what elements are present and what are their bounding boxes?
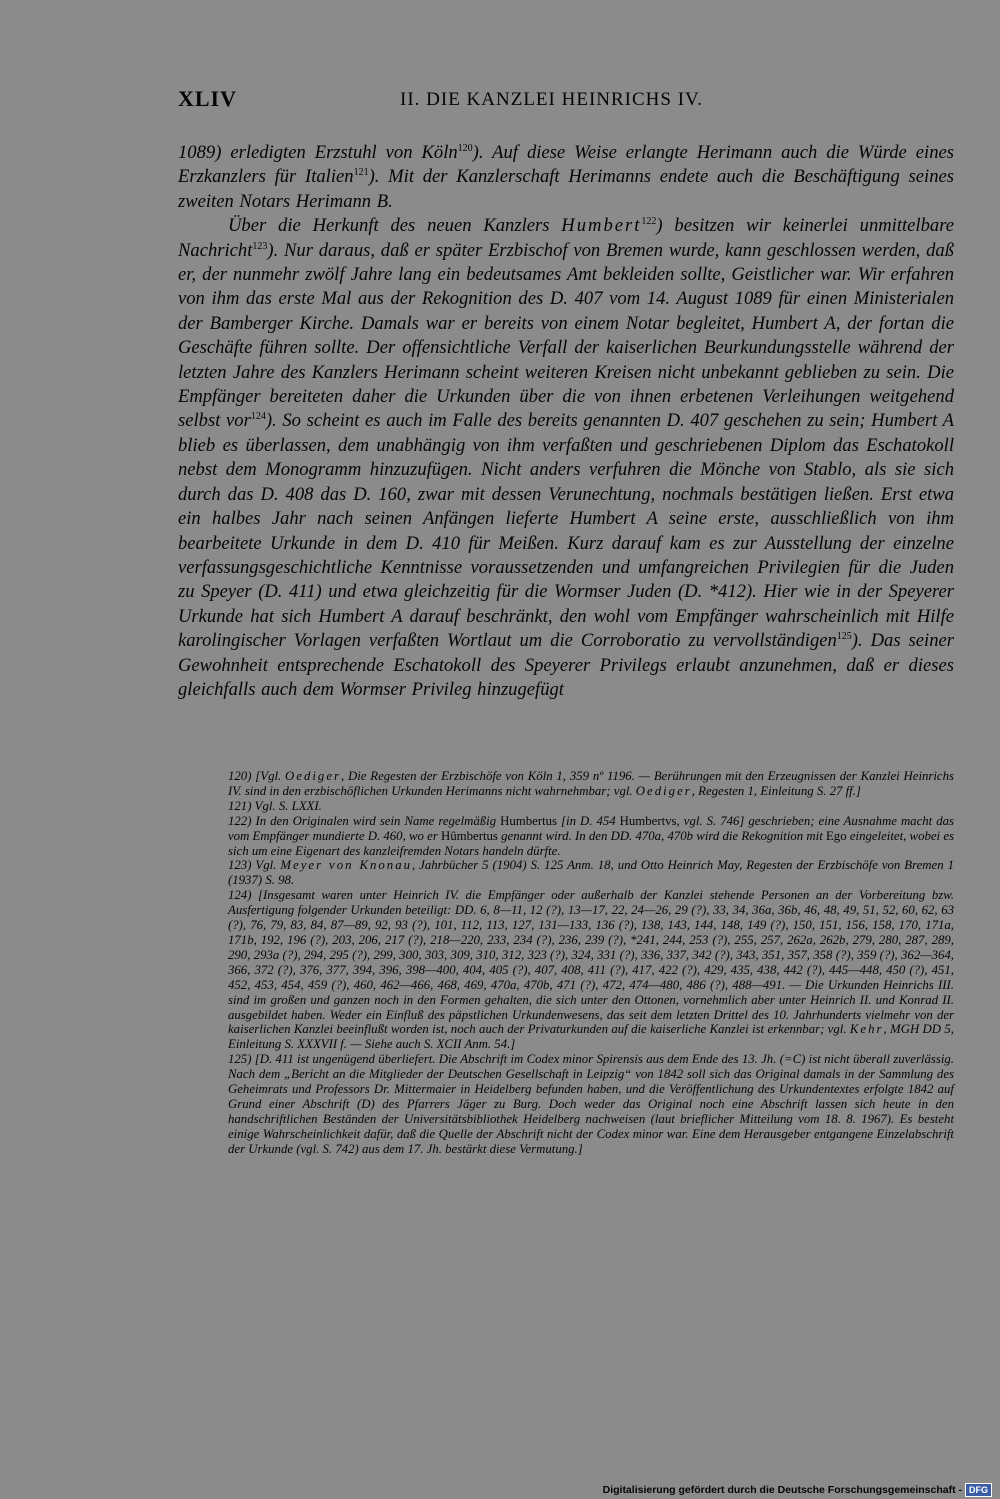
running-title: II. DIE KANZLEI HEINRICHS IV. [400,89,704,110]
footnote-123: 123) Vgl. Meyer von Knonau, Jahrbücher 5 (1904) S. 125 Anm. 18, und Otto Heinrich May, Regesten der Erzbischöfe von Bremen 1 (1937) S. 98. [228,858,954,888]
main-text [178,141,954,702]
footnote-ref[interactable]: 124 [250,411,266,423]
funding-footer [603,1483,992,1497]
footnote-ref[interactable]: 123 [252,240,268,252]
footnote-122: 122) In den Originalen wird sein Name regelmäßig Humbertus [in D. 454 Humbertvs, vgl. S. 746] geschrieben; eine Ausnahme macht das vom Empfänger mundierte D. 460, wo er Hûmbertus genannt wird. In den DD. 470a, 470b wird die Rekognition mit Ego eingeleitet, wobei es sich um eine Eigenart des kanzleifremden Notars handeln dürfte. [228,813,955,858]
footnote-120: 120) [Vgl. Oediger, Die Regesten der Erzbischöfe von Köln 1, 359 nº 1196. — Berührungen mit den Erzeugnissen der Kanzlei Heinrichs IV. sind in den erzbischöflichen Urkunden Herimanns nicht wahrnehmbar; vgl. Oediger, Regesten 1, Einleitung S. 27 ff.] [228,769,954,798]
funding-note: Digitalisierung gefördert durch die Deutsche Forschungsgemeinschaft - [602,1484,962,1496]
body-paragraph: Über die Herkunft des neuen Kanzlers Humbert$^{122}$) besitzen wir keinerlei unmittelbare Nachricht$^{123}$). Nur daraus, daß er später Erzbischof von Bremen wurde, kann geschlossen werden, daß er, der nunmehr zwölf Jahre lang ein bedeutsames Amt bekleiden sollte, Geistlicher war. Wir erfahren von ihm das erste Mal aus der Rekognition des D. 407 vom 14. August 1089 für einen Ministerialen der Bamberger Kirche. Damals war er bereits von einem Notar begleitet, Humbert A, der fortan die Geschäfte führen sollte. Der offensichtliche Verfall der kaiserlichen Beurkundungsstelle während der letzten Jahre des Kanzlers Herimann scheint weiteren Kreisen nicht unbekannt geblieben zu sein. Die Empfänger bereiteten daher die Urkunden über die von ihnen erbetenen Verleihungen weitgehend selbst vor$^{124}$). So scheint es auch im Falle des bereits genannten D. 407 geschehen zu sein; Humbert A blieb es überlassen, dem unabhängig von ihm verfaßten und geschriebenen Diplom das Eschatokoll nebst dem Monogramm hinzuzufügen. Nicht anders verfuhren die Mönche von Stablo, als sie sich durch das D. 408 das D. 160, zwar mit dessen Verunechtung, nochmals bestätigen ließen. Erst etwa ein halbes Jahr nach seinen Anfängen lieferte Humbert A seine erste, ausschließlich von ihm bearbeitete Urkunde in dem D. 410 für Meißen. Kurz darauf kam es zur Ausstellung der einzelne verfassungsgeschichtliche Kenntnisse voraussetzenden und umfangreichen Privilegien für die Juden zu Speyer (D. 411) und etwa gleichzeitig für die Wormser Juden (D. *412). Hier wie in der Speyerer Urkunde hat sich Humbert A darauf beschränkt, den wohl vom Empfänger wahrscheinlich mit Hilfe karolingischer Vorlagen verfaßten Wortlaut um die Corroboratio zu vervollständigen$^{125}$). Das seiner Gewohnheit entsprechende Eschatokoll des Speyerer Privilegs erlaubt anzunehmen, daß er dieses gleichfalls auch dem Wormser Privileg hinzugefügt [178,215,954,700]
dfg-logo: DFG [965,1483,992,1497]
footnote-125: 125) [D. 411 ist ungenügend überliefert. Die Abschrift im Codex minor Spirensis aus dem Ende des 13. Jh. (=C) ist nicht überall zuverlässig. Nach dem „Bericht an die Mitglieder der Deutschen Gesellschaft in Leipzig“ von 1842 soll sich das Original damals in der Sammlung des Geheimrats und Professors Dr. Mittermaier in Heidelberg befunden haben, und die Veröffentlichung des Urkundentextes erfolgte 1842 auf Grund einer Abschrift (D) des Pfarrers Jäger zu Burg. Doch weder das Original noch eine Abschrift lassen sich heute in den handschriftlichen Beständen der Universitätsbibliothek Heidelberg nachweisen (laut brieflicher Mitteilung vom 18. 8. 1967). Es besteht einige Wahrscheinlichkeit dafür, daß die Quelle der Abschrift nicht der Codex minor war. Eine dem Herausgeber entgangene Einzelabschrift der Urkunde (vgl. S. 742) aus dem 17. Jh. bestärkt diese Vermutung.] [228,1052,954,1156]
body-paragraph: 1089) erledigten Erzstuhl von Köln$^{120}$). Auf diese Weise erlangte Herimann auch die Würde eines Erzkanzlers für Italien$^{121}$). Mit der Kanzlerschaft Herimanns endete auch die Beschäftigung seines zweiten Notars Herimann B. [178,142,954,212]
footnote-124: 124) [Insgesamt waren unter Heinrich IV. die Empfänger oder außerhalb der Kanzlei stehende Personen an der Vorbereitung bzw. Ausfertigung folgender Urkunden beteiligt: DD. 6, 8—11, 12 (?), 13—17, 22, 24—26, 29 (?), 33, 34, 36a, 36b, 46, 48, 49, 51, 52, 60, 62, 63 (?), 76, 79, 83, 84, 87—89, 92, 93 (?), 101, 112, 113, 127, 131—133, 136 (?), 138, 143, 144, 148, 149 (?), 150, 151, 156, 158, 170, 171a, 171b, 192, 196 (?), 203, 206, 217 (?), 218—220, 233, 234 (?), 236, 239 (?), *241, 244, 253 (?), 255, 257, 262a, 262b, 279, 280, 287, 289, 290, 293a (?), 294, 295 (?), 299, 300, 303, 309, 310, 312, 323 (?), 324, 331 (?), 336, 337, 342 (?), 343, 351, 357, 358 (?), 359 (?), 362—364, 366, 372 (?), 376, 377, 394, 396, 398—400, 404, 405 (?), 407, 408, 411 (?), 417, 422 (?), 429, 435, 438, 442 (?), 445—448, 450 (?), 451, 452, 453, 454, 459 (?), 460, 462—466, 468, 469, 470a, 470b, 471 (?), 472, 474—480, 486 (?), 488—491. — Die Urkunden Heinrichs III. sind im großen und ganzen noch in den Formen gehalten, die sich unter den Ottonen, vornehmlich aber unter Heinrich II. und Konrad II. ausgebildet haben. Weder ein Einfluß des päpstlichen Urkundenwesens, das seit dem letzten Drittel des 10. Jahrhunderts vielmehr von der kaiserlichen Kanzlei beeinflußt worden ist, noch auch der Privaturkunden auf die kaiserliche Kanzlei ist erkennbar; vgl. Kehr, MGH DD 5, Einleitung S. XXXVII f. — Siehe auch S. XCII Anm. 54.] [228,888,954,1052]
page-number: XLIV [178,86,238,111]
footnote-ref[interactable]: 122 [641,216,657,228]
footnotes [228,769,954,1157]
footnote-ref[interactable]: 121 [353,167,369,179]
footnote-ref[interactable]: 125 [836,631,852,643]
footnote-121: 121) Vgl. S. LXXI. [228,798,322,813]
footnote-ref[interactable]: 120 [457,143,473,154]
page-header [178,86,954,116]
